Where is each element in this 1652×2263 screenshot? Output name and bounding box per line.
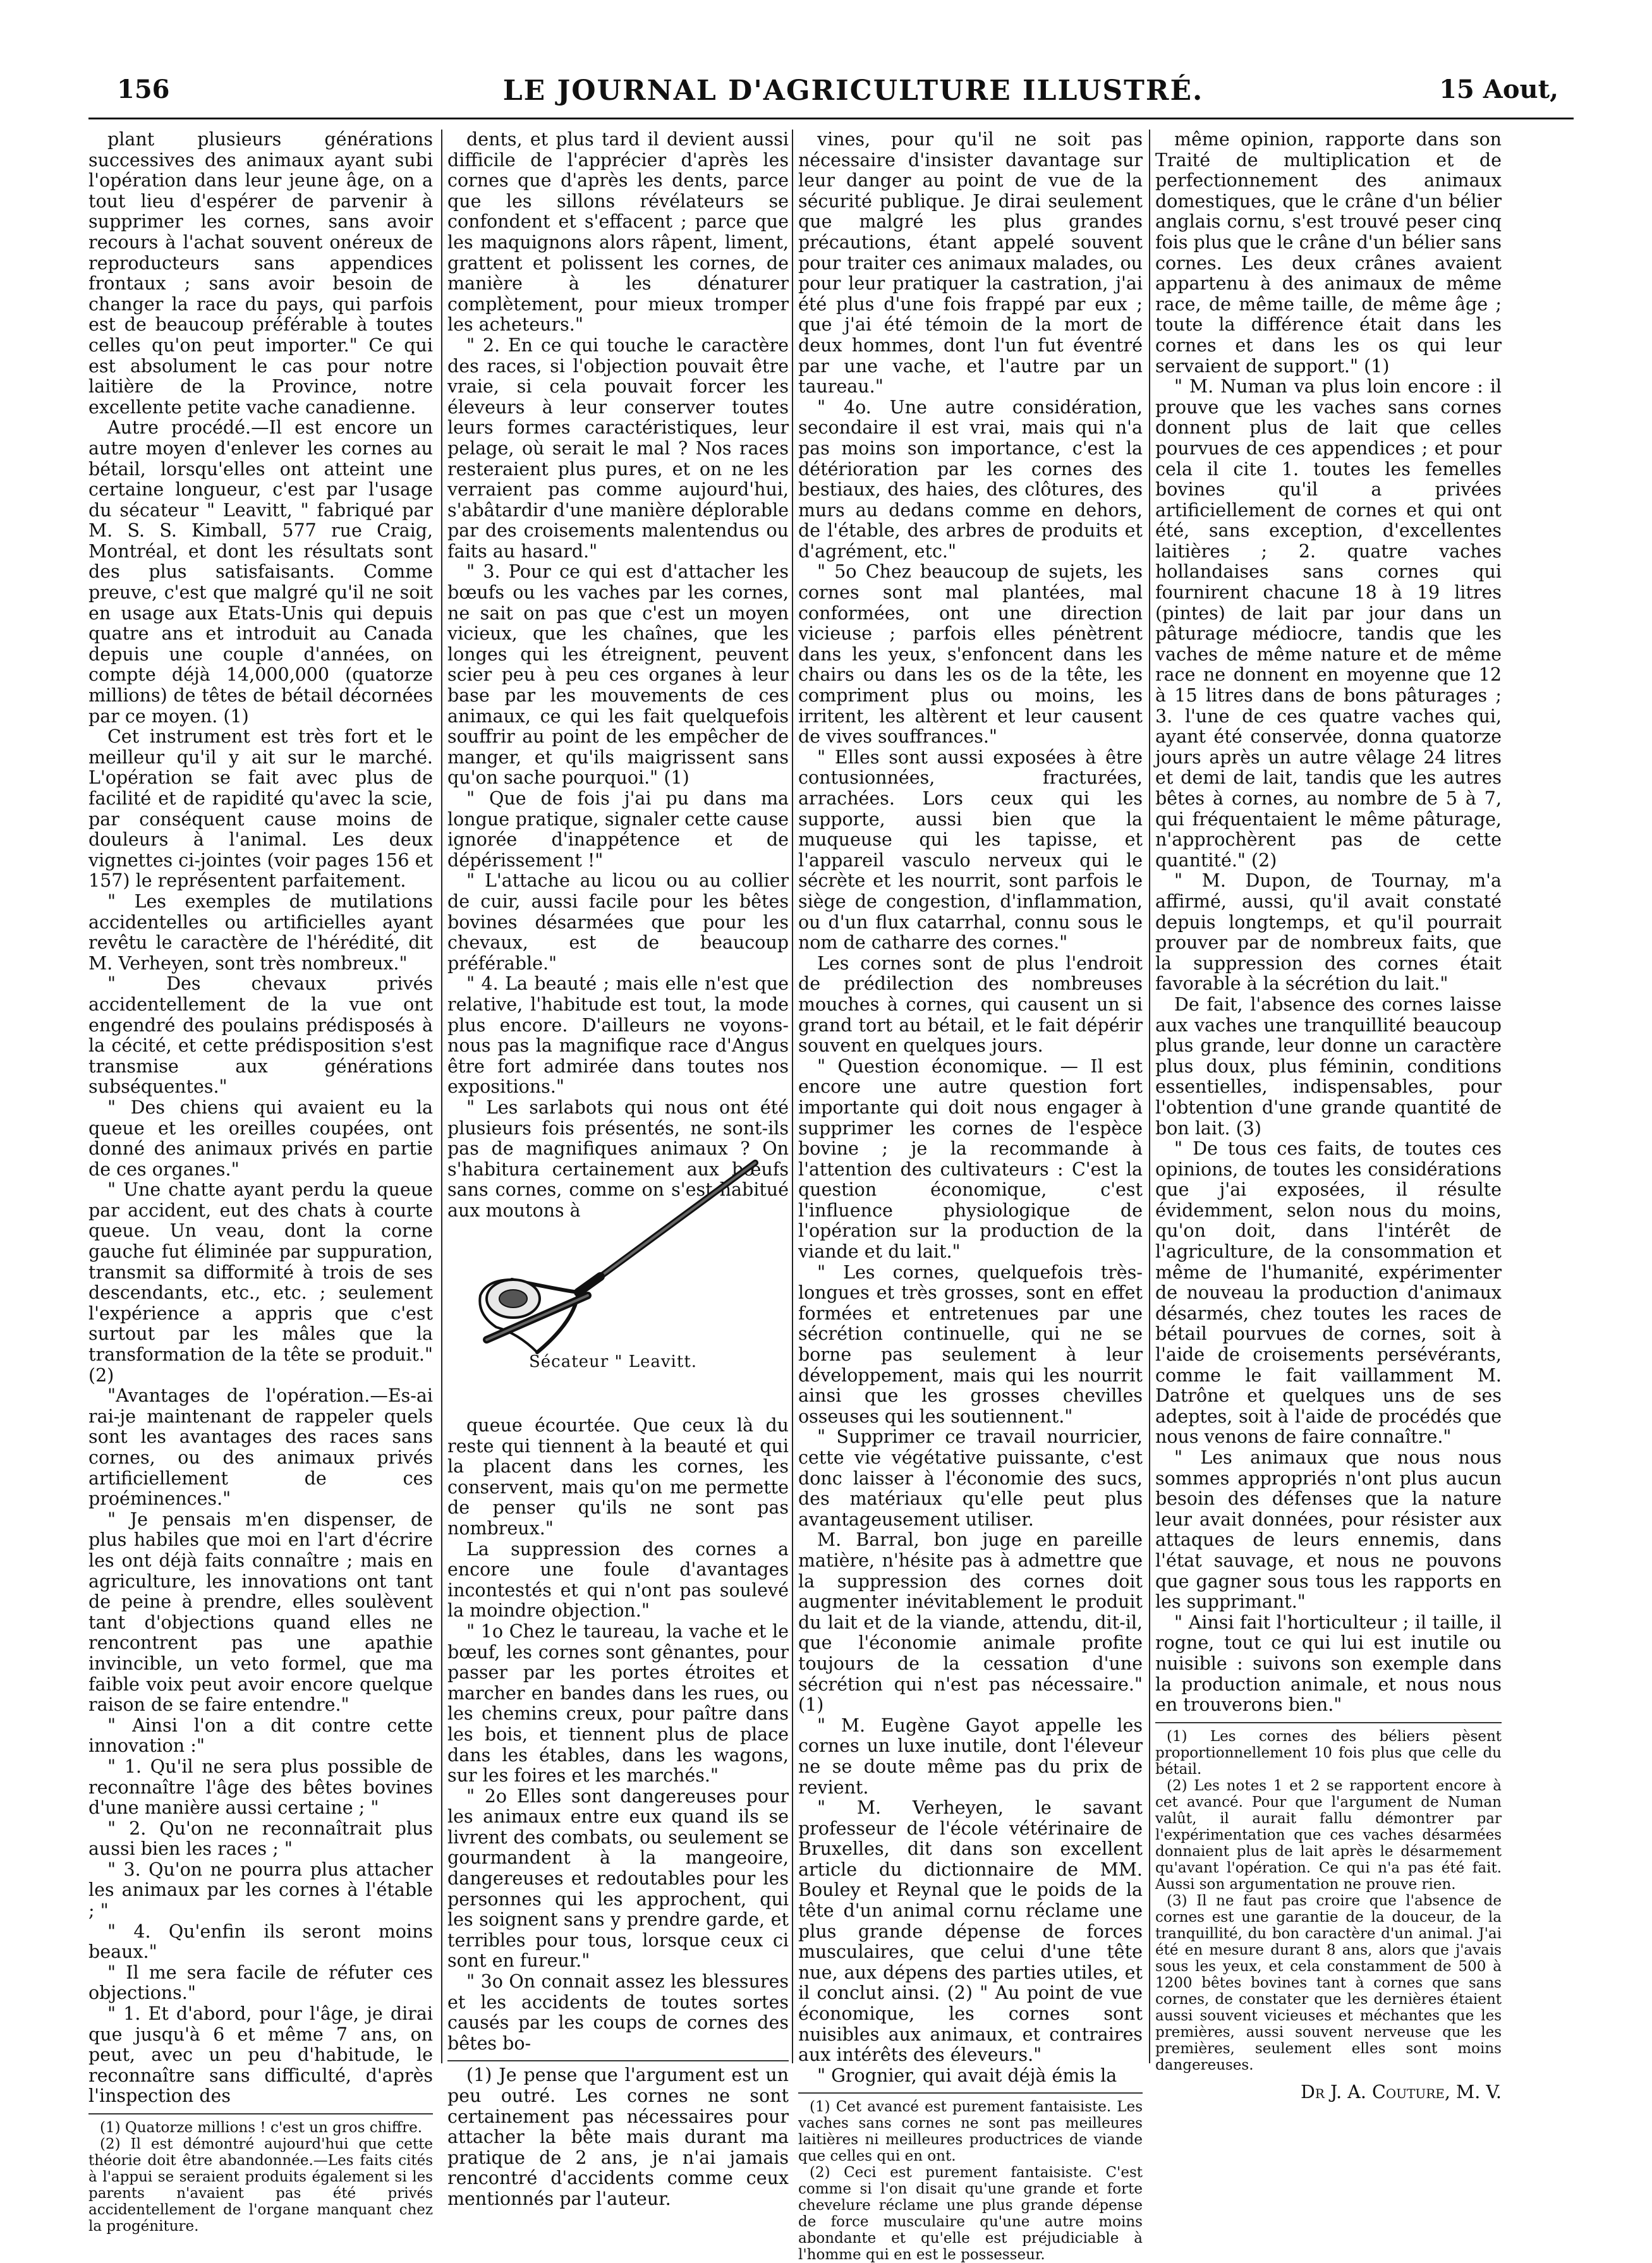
text-column-2-bottom bbox=[447, 1415, 789, 2209]
figure-caption: Sécateur " Leavitt. bbox=[528, 1352, 698, 1371]
paragraph: " Elles sont aussi exposées à être contusionnées, fracturées, arrachées. Lors ceux qui les supporte, aussi bien que la muqueuse qui les tapisse, et l'appareil vasculo nerveux qui le sécrète et les nourrit, sont parfois le siège de congestion, d'inflammation, ou d'un flux catarrhal, connu sous le nom de catharre des cornes." bbox=[798, 746, 1143, 954]
paragraph: " Question économique. — Il est encore une autre question fort importante qui doit nous engager à supprimer les cornes de l'espèce bovine ; je la recommande à l'attention des cultivateurs : C'est la question économique, c'est l'influence physiologique de l'opération sur la production de la viande et du lait." bbox=[798, 1055, 1143, 1263]
footnote: (1) Les cornes des béliers pèsent proportionnellement 10 fois plus que celle du bétail. bbox=[1155, 1728, 1502, 1778]
paragraph: " Les cornes, quelquefois très-longues et très grosses, sont en effet formées et entretenues par une sécrétion continuelle, qui ne se borne pas seulement à leur développement, mais qui les nourrit ainsi que les grosses chevilles osseuses qui les soutiennent." bbox=[798, 1261, 1143, 1427]
paragraph: " Je pensais m'en dispenser, de plus habiles que moi en l'art d'écrire les ont déjà faits connaître ; mais en agriculture, les innovations ont tant de peine à prendre, elles soulèvent tant d'objections quand elles ne rencontrent pas une apathie invincible, un veto formel, que ma faible voix peut avoir encore quelque raison de se faire entendre." bbox=[88, 1508, 433, 1716]
column-2-footnotes bbox=[447, 2065, 789, 2209]
paragraph: " 1. Et d'abord, pour l'âge, je dirai que jusqu'à 6 et même 7 ans, on peut, avec un peu d'habitude, le reconnaître sans difficulté, d'après l'inspection des bbox=[88, 2003, 433, 2107]
paragraph: " 2. Qu'on ne reconnaîtrait plus aussi bien les races ; " bbox=[88, 1817, 433, 1860]
paragraph: " Les exemples de mutilations accidentelles ou artificielles ayant revêtu le caractère de l'hérédité, dit M. Verheyen, sont très nombreux." bbox=[88, 890, 433, 974]
paragraph: " 3. Qu'on ne pourra plus attacher les animaux par les cornes à l'étable ; " bbox=[88, 1859, 433, 1922]
paragraph: " M. Dupon, de Tournay, m'a affirmé, aussi, qu'il avait constaté depuis longtemps, et qu'il pourrait prouver par de nombreux faits, que la suppression des cornes était favorable à la sécrétion du lait." bbox=[1155, 870, 1502, 995]
column-2-bottom-body bbox=[447, 1416, 789, 2054]
paragraph: "Avantages de l'opération.—Es-ai rai-je maintenant de rappeler quels sont les avantages des races sans cornes, ou des animaux privés artificiellement de ces proéminences." bbox=[88, 1385, 433, 1510]
text-column-3 bbox=[798, 129, 1143, 2263]
footnote-rule bbox=[88, 2113, 433, 2114]
paragraph: " Ainsi l'on a dit contre cette innovation :" bbox=[88, 1714, 433, 1757]
paragraph: " 5o Chez beaucoup de sujets, les cornes sont mal plantées, mal conformées, ont une direction vicieuse ; parfois elles pénètrent dans les yeux, s'enfoncent dans les chairs ou dans les os de la tête, les compriment plus ou moins, les irritent, les altèrent et leur causent de vives souffrances." bbox=[798, 561, 1143, 748]
author-signature: Dr J. A. Couture, M. V. bbox=[1301, 2081, 1502, 2102]
column-separator bbox=[1149, 130, 1150, 2063]
footnote: (2) Il est démontré aujourd'hui que cette théorie doit être abandonnée.—Les faits cités à l'appui se seraient produits également si les parents n'avaient pas été privés accidentellement de l'organe manquant chez la progéniture. bbox=[88, 2136, 433, 2235]
footnote-rule bbox=[1155, 1722, 1502, 1723]
paragraph: " M. Numan va plus loin encore : il prouve que les vaches sans cornes donnent plus de lait que celles pourvues de ces appendices ; et pour cela il cite 1. toutes les femelles bovines qu'il a privées artificiellement de cornes et qui ont été, sans exception, d'excellentes laitières ; 2. quatre vaches hollandaises sans cornes qui fournirent chacune 18 à 19 litres (pintes) de lait par jour dans un pâturage médiocre, tandis que les vaches de même nature et de même race ne donnent en moyenne que 12 à 15 litres dans de bons pâturages ; 3. l'une de ces quatre vaches qui, ayant été conservée, donna quatorze jours après un autre vêlage 24 litres et demi de lait, tandis que les autres bêtes à cornes, au nombre de 5 à 7, qui fréquentaient le même pâturage, n'approchèrent pas de cette quantité." (2) bbox=[1155, 376, 1502, 871]
paragraph: " 4o. Une autre considération, secondaire il est vrai, mais qui n'a pas moins son importance, c'est la détérioration par les cornes des bestiaux, des haies, des clôtures, des murs au dedans comme en dehors, de l'étable, des arbres de produits et d'agrément, etc." bbox=[798, 396, 1143, 562]
paragraph: De fait, l'absence des cornes laisse aux vaches une tranquillité beaucoup plus grande, leur donne un caractère plus doux, plus féminin, conditions essentielles, indispensables, pour l'obtention d'une grande quantité de bon lait. (3) bbox=[1155, 993, 1502, 1139]
paragraph: même opinion, rapporte dans son Traité de multiplication et de perfectionnement des animaux domestiques, que le crâne d'un bélier anglais cornu, s'est trouvé peser cinq fois plus que le crâne d'un bélier sans cornes. Les deux crânes avaient appartenu à des animaux de même race, de même taille, de même âge ; toute la différence était dans les cornes et dans les os qui leur servaient de support." (1) bbox=[1155, 129, 1502, 377]
paragraph: " Il me sera facile de réfuter ces objections." bbox=[88, 1962, 433, 2004]
paragraph: " Les animaux que nous nous sommes appropriés n'ont plus aucun besoin des défenses que la nature leur avait données, pour résister aux attaques de leurs ennemis, dans l'état sauvage, et nous ne pouvons que gagner sous tous les rapports en les supprimant." bbox=[1155, 1447, 1502, 1613]
paragraph: " Supprimer ce travail nourricier, cette vie végétative puissante, c'est donc laisser à l'économie des sucs, des matériaux qu'elle peut plus avantageusement utiliser. bbox=[798, 1426, 1143, 1530]
footnote: (2) Les notes 1 et 2 se rapportent encore à cet avancé. Pour que l'argument de Numan valût, il aurait fallu démontrer par l'expérimentation que ces vaches désarmées donnaient plus de lait après le désarmement qu'avant l'opération. Ce qui n'a pas été fait. Aussi son argumentation ne prouve rien. bbox=[1155, 1777, 1502, 1893]
paragraph: " L'attache au licou ou au collier de cuir, aussi facile pour les bêtes bovines désarmées que pour les chevaux, est de beaucoup préférable." bbox=[447, 870, 789, 974]
column-4-body bbox=[1155, 130, 1502, 1716]
column-3-footnotes bbox=[798, 2099, 1143, 2263]
text-column-4 bbox=[1155, 129, 1502, 2102]
text-column-2-top bbox=[447, 129, 789, 1221]
paragraph: " De tous ces faits, de toutes ces opinions, de toutes les considérations que j'ai exposées, il résulte évidemment, selon nous du moins, qu'on doit, dans l'intérêt de l'agriculture, de la consommation et même de l'humanité, expérimenter de nouveau la production d'animaux désarmés, chez toutes les races de bétail pourvues de cornes, soit à l'aide de croisements persévérants, comme le fait vaillamment M. Datrône et quelques uns de ses adeptes, soit à l'aide de procédés que nous venons de faire connaître." bbox=[1155, 1138, 1502, 1448]
paragraph: " 1. Qu'il ne sera plus possible de reconnaître l'âge des bêtes bovines d'une manière aussi certaine ; " bbox=[88, 1756, 433, 1819]
footnote: (1) Cet avancé est purement fantaisiste. Les vaches sans cornes ne sont pas meilleures laitières ni meilleures productrices de viande que celles qui en ont. bbox=[798, 2099, 1143, 2165]
column-separator bbox=[441, 130, 442, 2063]
footnote-rule bbox=[447, 2060, 789, 2061]
footnote: (1) Je pense que l'argument est un peu outré. Les cornes ne sont certainement pas nécessaires pour attacher la bête mais durant ma pratique de 2 ans, je n'ai jamais rencontré d'accidents comme ceux mentionnés par l'auteur. bbox=[447, 2065, 789, 2209]
paragraph: " 1o Chez le taureau, la vache et le bœuf, les cornes sont gênantes, pour passer par les portes étroites et marcher en bandes dans les rues, ou les chemins creux, pour paître dans les bois, et tiennent plus de place dans les étables, dans les wagons, sur les foires et les marchés." bbox=[447, 1620, 789, 1787]
paragraph: " M. Eugène Gayot appelle les cornes un luxe inutile, dont l'éleveur ne se doute même pas du prix de revient. bbox=[798, 1714, 1143, 1798]
text-column-1 bbox=[88, 129, 433, 2235]
footnote: (2) Ceci est purement fantaisiste. C'est comme si l'on disait qu'une grande et forte chevelure réclame une plus grande dépense de force musculaire qu'une autre moins abondante et qu'elle est préjudiciable à l'homme qui en est le possesseur. bbox=[798, 2164, 1143, 2263]
paragraph: " 2. En ce qui touche le caractère des races, si l'objection pouvait être vraie, si cela pouvait forcer les éleveurs à leur conserver toutes leurs formes caractéristiques, leur pelage, où serait le mal ? Nos races resteraient plus pures, et on ne les verraient pas comme aujourd'hui, s'abâtardir d'une manière déplorable par des croisements malentendus ou faits au hasard." bbox=[447, 334, 789, 562]
paragraph: queue écourtée. Que ceux là du reste qui tiennent à la beauté et qui la placent dans les cornes, les conservent, mais qu'on me permette de penser qu'ils ne sont pas nombreux." bbox=[447, 1415, 789, 1539]
column-separator bbox=[792, 130, 793, 2063]
footnote: (3) Il ne faut pas croire que l'absence de cornes est une garantie de la douceur, de la tranquillité, du bon caractère d'un animal. J'ai été en mesure durant 8 ans, alors que j'avais sous les yeux, et cela constamment de 500 à 1200 bêtes bovines tant à cornes que sans cornes, de constater que les dernières étaient aussi souvent vicieuses et méchantes que les premières, aussi souvent nerveuse que les premières, seulement elles sont moins dangereuses. bbox=[1155, 1892, 1502, 2073]
paragraph: plant plusieurs générations successives des animaux ayant subi l'opération dans leur jeune âge, on a tout lieu d'espérer de parvenir à supprimer les cornes, sans avoir recours à l'achat souvent onéreux de reproducteurs sans appendices frontaux ; sans avoir besoin de changer la race du pays, qui parfois est de beaucoup préférable à toutes celles qu'on peut importer." Ce qui est absolument le cas pour notre laitière de la Province, notre excellente petite vache canadienne. bbox=[88, 129, 433, 418]
column-1-footnotes bbox=[88, 2120, 433, 2235]
paragraph: M. Barral, bon juge en pareille matière, n'hésite pas à admettre que la suppression des cornes doit augmenter inévitablement le produit du lait et de la viande, attendu, dit-il, que l'économie animale profite toujours de la cessation d'une sécrétion qui n'est pas nécessaire." (1) bbox=[798, 1529, 1143, 1716]
paragraph: " Grognier, qui avait déjà émis la bbox=[817, 2065, 1117, 2086]
paragraph: Autre procédé.—Il est encore un autre moyen d'enlever les cornes au bétail, lorsqu'elles ont atteint une certaine longueur, c'est par l'usage du sécateur " Leavitt, " fabriqué par M. S. S. Kimball, 577 rue Craig, Montréal, et dont les résultats sont des plus satisfaisants. Comme preuve, c'est que malgré qu'il ne soit en usage aux Etats-Unis qui depuis quatre ans et introduit au Canada depuis une couple d'années, on compte déjà 14,000,000 (quatorze millions) de têtes de bétail décornées par ce moyen. (1) bbox=[88, 417, 433, 727]
header-rule bbox=[88, 118, 1574, 119]
journal-title: LE JOURNAL D'AGRICULTURE ILLUSTRÉ. bbox=[502, 75, 1204, 107]
paragraph: Cet instrument est très fort et le meilleur qu'il y ait sur le marché. L'opération se fait avec plus de facilité et de rapidité qu'avec la scie, par conséquent cause moins de douleurs à l'animal. Les deux vignettes ci-jointes (voir pages 156 et 157) le représentent parfaitement. bbox=[88, 726, 433, 892]
page-number: 156 bbox=[117, 75, 170, 104]
paragraph: " Ainsi fait l'horticulteur ; il taille, il rogne, tout ce qui lui est inutile ou nuisible : suivons son exemple dans la production animale, et nous nous en trouverons bien." bbox=[1155, 1611, 1502, 1716]
footnote-rule bbox=[798, 2092, 1143, 2094]
paragraph: " 2o Elles sont dangereuses pour les animaux entre eux quand ils se livrent des combats, ou seulement se gourmandent à la mangeoire, dangereuses et redoutables pour les personnes qui les approchent, qui les soignent sans y prendre garde, et terribles pour tous, lorsque ceux ci sont en fureur." bbox=[447, 1785, 789, 1972]
column-1-body bbox=[88, 130, 433, 2107]
paragraph: " Les sarlabots qui nous ont été plusieurs fois présentés, ne sont-ils pas de magnifiques animaux ? On s'habitura certainement aux bœufs sans cornes, comme on s'est habitué aux moutons à bbox=[447, 1096, 789, 1221]
column-4-footnotes bbox=[1155, 1728, 1502, 2073]
paragraph: " 3. Pour ce qui est d'attacher les bœufs ou les vaches par les cornes, ne sait on pas que c'est un moyen vicieux, que les chaînes, que les longes qui les étreignent, peuvent scier peu à peu ces organes à leur base par les mouvements de ces animaux, ce qui les fait quelquefois souffrir au point de les empêcher de manger, et qu'ils maigrissent sans qu'on sache pourquoi." (1) bbox=[447, 561, 789, 789]
paragraph: " Des chevaux privés accidentellement de la vue ont engendré des poulains prédisposés à la cécité, et cette prédisposition s'est transmise aux générations subséquentes." bbox=[88, 973, 433, 1098]
paragraph: " Que de fois j'ai pu dans ma longue pratique, signaler cette cause ignorée d'inappétence et de dépérissement !" bbox=[447, 788, 789, 871]
paragraph: La suppression des cornes a encore une foule d'avantages incontestés et qui n'ont pas soulevé la moindre objection." bbox=[447, 1538, 789, 1622]
paragraph: dents, et plus tard il devient aussi difficile de l'apprécier d'après les cornes que d'après les dents, parce que les sillons révélateurs se confondent et s'effacent ; parce que les maquignons alors râpent, liment, grattent et polissent les cornes, de manière à les dénaturer complètement, pour mieux tromper les acheteurs." bbox=[447, 129, 789, 336]
paragraph: " 4. Qu'enfin ils seront moins beaux." bbox=[88, 1920, 433, 1963]
column-2-top-body bbox=[447, 130, 789, 1221]
page-header bbox=[0, 0, 1652, 126]
paragraph: " 4. La beauté ; mais elle n'est que relative, l'habitude est tout, la mode plus encore. D'ailleurs ne voyons-nous pas la magnifique race d'Angus être fort admirée dans toutes nos expositions." bbox=[447, 973, 789, 1098]
paragraph: " Des chiens qui avaient eu la queue et les oreilles coupées, ont donné des animaux privés en partie de ces organes." bbox=[88, 1096, 433, 1180]
paragraph: vines, pour qu'il ne soit pas nécessaire d'insister davantage sur leur danger au point de vue de la sécurité publique. Je dirai seulement que malgré les plus grandes précautions, étant appelé souvent pour traiter ces animaux malades, ou pour leur pratiquer la castration, j'ai été plus d'une fois frappé par eux ; que j'ai été témoin de la mort de deux hommes, dont l'un fut éventré par une vache, et l'autre par un taureau." bbox=[798, 129, 1143, 397]
paragraph: Les cornes sont de plus l'endroit de prédilection des nombreuses mouches à cornes, qui causent un si grand tort au bétail, et le fait dépérir souvent en quelques jours. bbox=[798, 952, 1143, 1057]
paragraph: " Une chatte ayant perdu la queue par accident, eut des chats à courte queue. Un veau, dont la corne gauche fut éliminée par suppuration, transmit sa difformité à trois de ses descendants, etc., etc. ; seulement l'expérience a appris que c'est surtout par les mâles que la transformation de la tête se produit." (2) bbox=[88, 1179, 433, 1386]
paragraph: " 3o On connait assez les blessures et les accidents de toutes sortes causés par les coups de cornes des bêtes bo- bbox=[447, 1971, 789, 2054]
footnote: (1) Quatorze millions ! c'est un gros chiffre. bbox=[100, 2120, 423, 2136]
paragraph: " M. Verheyen, le savant professeur de l'école vétérinaire de Bruxelles, dit dans son excellent article du dictionnaire de MM. Bouley et Reynal que le poids de la tête d'un animal cornu réclame une plus grande dépense de forces musculaires, que celui d'une tête nue, aux dépens des parties utiles, et il conclut ainsi. (2) " Au point de vue économique, les cornes sont nuisibles aux animaux, et contraires aux intérêts des éleveurs." bbox=[798, 1797, 1143, 2066]
issue-date: 15 Aout, bbox=[1439, 75, 1558, 104]
column-3-body bbox=[798, 130, 1143, 2086]
